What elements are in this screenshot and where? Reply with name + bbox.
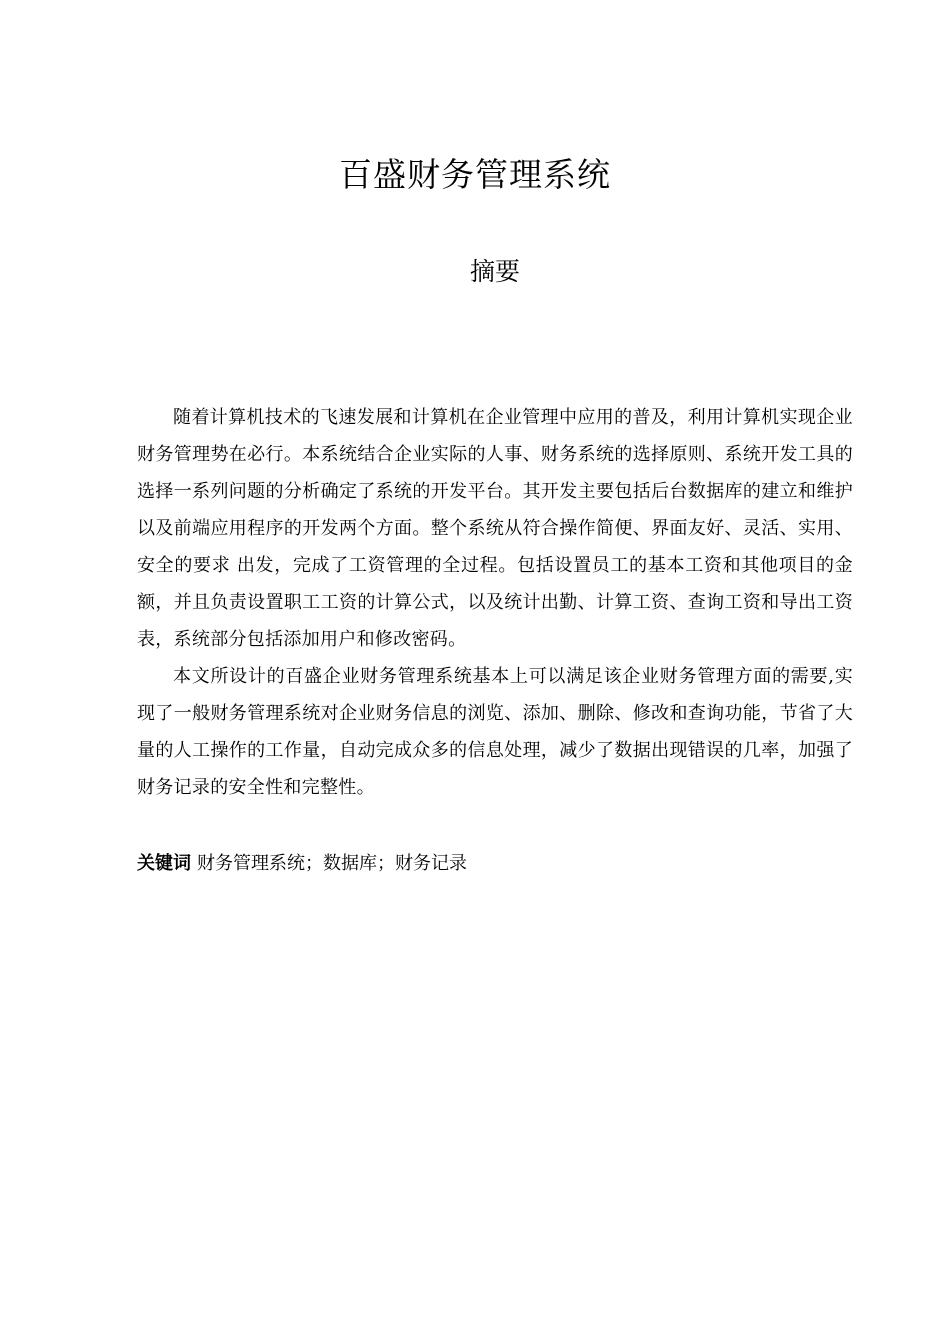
keywords-value: 财务管理系统；数据库；财务记录 <box>197 853 467 874</box>
abstract-body <box>137 399 853 806</box>
abstract-heading: 摘要 <box>469 257 520 286</box>
keywords-label: 关键词 <box>137 853 191 874</box>
keywords-line <box>137 845 853 882</box>
abstract-paragraph-1: 随着计算机技术的飞速发展和计算机在企业管理中应用的普及，利用计算机实现企业财务管理势在必行。本系统结合企业实际的人事、财务系统的选择原则、系统开发工具的选择一系列问题的分析确定了系统的开发平台。其开发主要包括后台数据库的建立和维护以及前端应用程序的开发两个方面。整个系统从符合操作简便、界面友好、灵活、实用、安全的要求 出发，完成了工资管理的全过程。包括设置员工的基本工资和其他项目的金额，并且负责设置职工工资的计算公式，以及统计出勤、计算工资、查询工资和导出工资表，系统部分包括添加用户和修改密码。 <box>137 407 853 650</box>
document-title: 百盛财务管理系统 <box>339 155 611 194</box>
abstract-paragraph-2: 本文所设计的百盛企业财务管理系统基本上可以满足该企业财务管理方面的需要,实现了一般财务管理系统对企业财务信息的浏览、添加、删除、修改和查询功能，节省了大量的人工操作的工作量，自动完成众多的信息处理，减少了数据出现错误的几率，加强了财务记录的安全性和完整性。 <box>137 666 853 798</box>
